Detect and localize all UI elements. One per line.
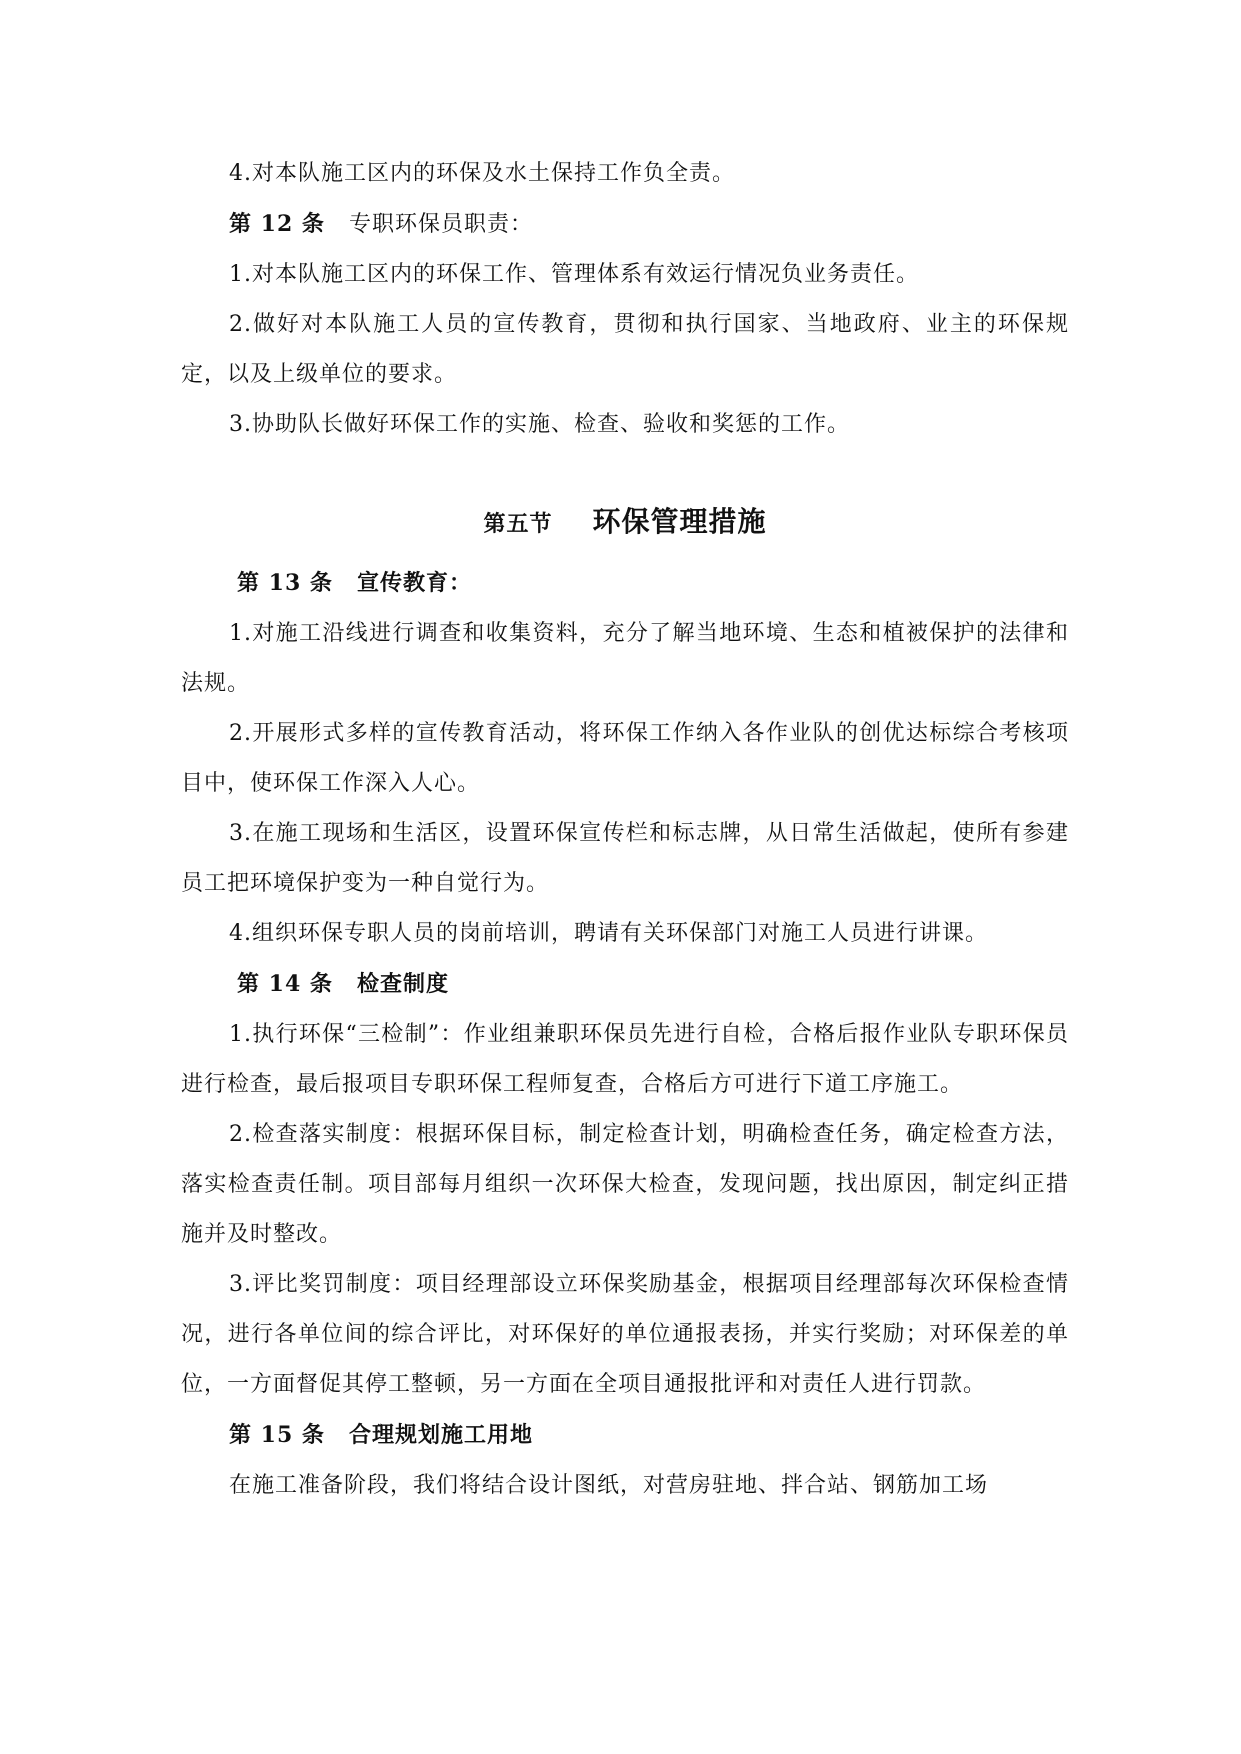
list-item: 3.协助队长做好环保工作的实施、检查、验收和奖惩的工作。 — [229, 412, 850, 437]
list-item: 4.对本队施工区内的环保及水土保持工作负全责。 — [229, 161, 735, 186]
section-heading — [181, 494, 1069, 550]
list-item: 1.执行环保“三检制”：作业组兼职环保员先进行自检，合格后报作业队专职环保员进行检查，最后报项目专职环保工程师复查，合格后方可进行下道工序施工。 — [181, 1022, 1069, 1097]
article-12-heading — [181, 199, 1069, 250]
list-item: 2.做好对本队施工人员的宣传教育，贯彻和执行国家、当地政府、业主的环保规定，以及上级单位的要求。 — [181, 312, 1069, 387]
list-item: 4.组织环保专职人员的岗前培训，聘请有关环保部门对施工人员进行讲课。 — [229, 921, 988, 946]
article-15-heading — [181, 1410, 1069, 1461]
list-item: 1.对施工沿线进行调查和收集资料，充分了解当地环境、生态和植被保护的法律和法规。 — [181, 621, 1069, 696]
article-14-heading — [181, 959, 1069, 1010]
list-item: 3.评比奖罚制度：项目经理部设立环保奖励基金，根据项目经理部每次环保检查情况，进行各单位间的综合评比，对环保好的单位通报表扬，并实行奖励；对环保差的单位，一方面督促其停工整顿，另一方面在全项目通报批评和对责任人进行罚款。 — [181, 1272, 1069, 1397]
section-title: 环保管理措施 — [592, 505, 767, 538]
section-number: 第五节 — [483, 511, 553, 537]
article-title: 检查制度 — [356, 971, 449, 997]
article-number: 第 14 条 — [237, 971, 333, 997]
article-number: 第 13 条 — [237, 570, 333, 596]
body-paragraph: 在施工准备阶段，我们将结合设计图纸，对营房驻地、拌合站、钢筋加工场 — [229, 1473, 989, 1498]
list-item: 2.检查落实制度：根据环保目标，制定检查计划，明确检查任务，确定检查方法，落实检查责任制。项目部每月组织一次环保大检查，发现问题，找出原因，制定纠正措施并及时整改。 — [181, 1122, 1069, 1247]
article-13-heading — [181, 558, 1069, 609]
article-title: 专职环保员职责： — [348, 212, 533, 237]
list-item: 2.开展形式多样的宣传教育活动，将环保工作纳入各作业队的创优达标综合考核项目中，使环保工作深入人心。 — [181, 721, 1069, 796]
list-item: 3.在施工现场和生活区，设置环保宣传栏和标志牌，从日常生活做起，使所有参建员工把环境保护变为一种自觉行为。 — [181, 821, 1069, 896]
article-number: 第 12 条 — [229, 211, 325, 237]
list-item: 1.对本队施工区内的环保工作、管理体系有效运行情况负业务责任。 — [229, 262, 919, 287]
article-number: 第 15 条 — [229, 1422, 325, 1448]
article-title: 合理规划施工用地 — [348, 1422, 533, 1448]
document-body — [181, 149, 1069, 1511]
article-title: 宣传教育： — [356, 570, 472, 596]
